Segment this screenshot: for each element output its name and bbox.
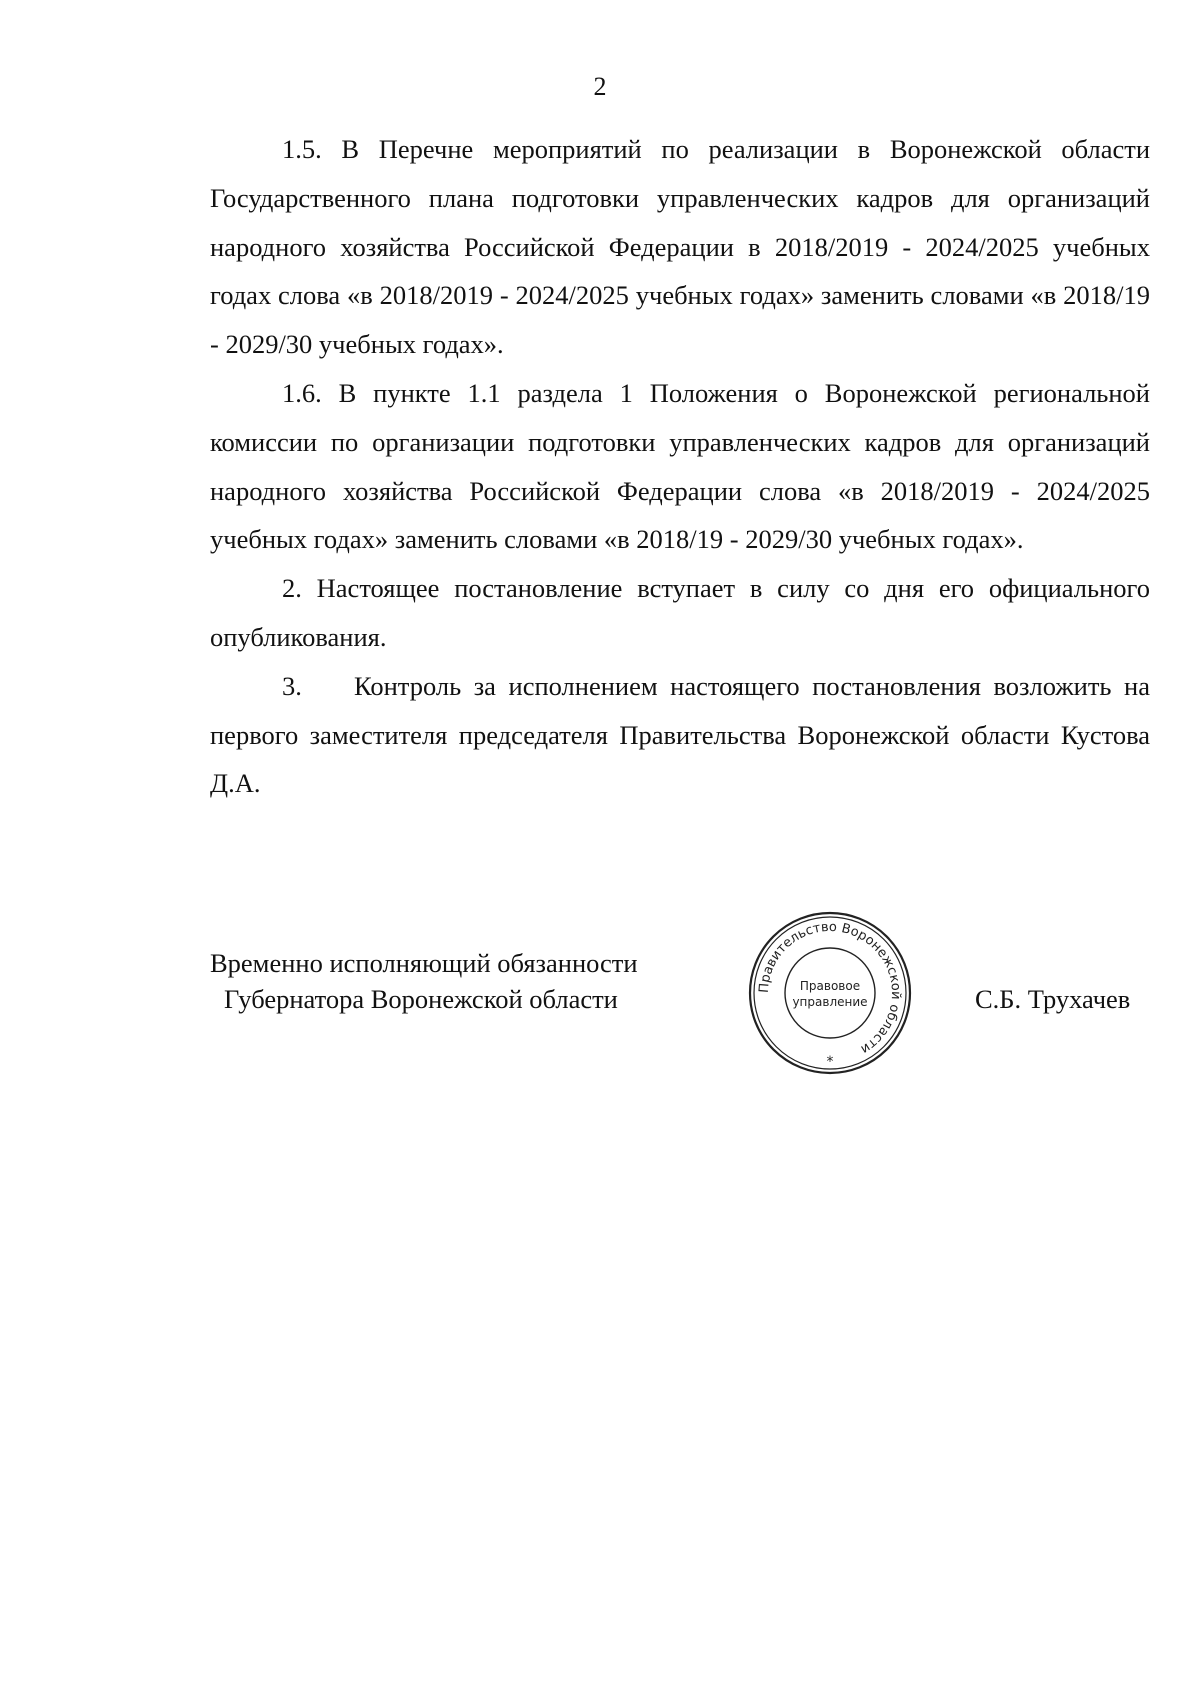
paragraph-3-number: 3. bbox=[282, 670, 302, 701]
stamp-center-line1: Правовое bbox=[799, 979, 861, 993]
document-body bbox=[210, 125, 1150, 808]
paragraph-3 bbox=[210, 662, 1150, 808]
signatory-position bbox=[210, 945, 638, 1017]
stamp-ring-text: Правительство Воронежской области bbox=[756, 919, 904, 1057]
signatory-position-line2: Губернатора Воронежской области bbox=[224, 984, 618, 1014]
paragraph-1-5: 1.5. В Перечне мероприятий по реализации в Воронежской области Государственного плана подготовки управленческих кадров для организаций народного хозяйства Российской Федерации в 2018/2019 - 2024/2025 учебных годах слова «в 2018/2019 - 2024/2025 учебных годах» заменить словами «в 2018/19 - 2029/30 учебных годах». bbox=[210, 134, 1150, 360]
paragraph-3-text: Контроль за исполнением настоящего постановления возложить на первого заместителя председателя Правительства Воронежской области Кустова Д.А. bbox=[210, 670, 1150, 799]
page-number: 2 bbox=[593, 72, 607, 101]
paragraph-2: 2. Настоящее постановление вступает в силу со дня его официального опубликования. bbox=[210, 573, 1150, 652]
stamp-center-line2: управление bbox=[792, 995, 868, 1009]
paragraph-1-6: 1.6. В пункте 1.1 раздела 1 Положения о Воронежской региональной комиссии по организации подготовки управленческих кадров для организаций народного хозяйства Российской Федерации слова «в 2018/2019 - 2024/2025 учебных годах» заменить словами «в 2018/19 - 2029/30 учебных годах». bbox=[210, 377, 1150, 555]
official-seal-stamp bbox=[745, 908, 915, 1078]
signatory-name: С.Б. Трухачев bbox=[975, 984, 1131, 1014]
signatory-position-line1: Временно исполняющий обязанности bbox=[210, 948, 638, 978]
stamp-star: * bbox=[826, 1054, 834, 1070]
